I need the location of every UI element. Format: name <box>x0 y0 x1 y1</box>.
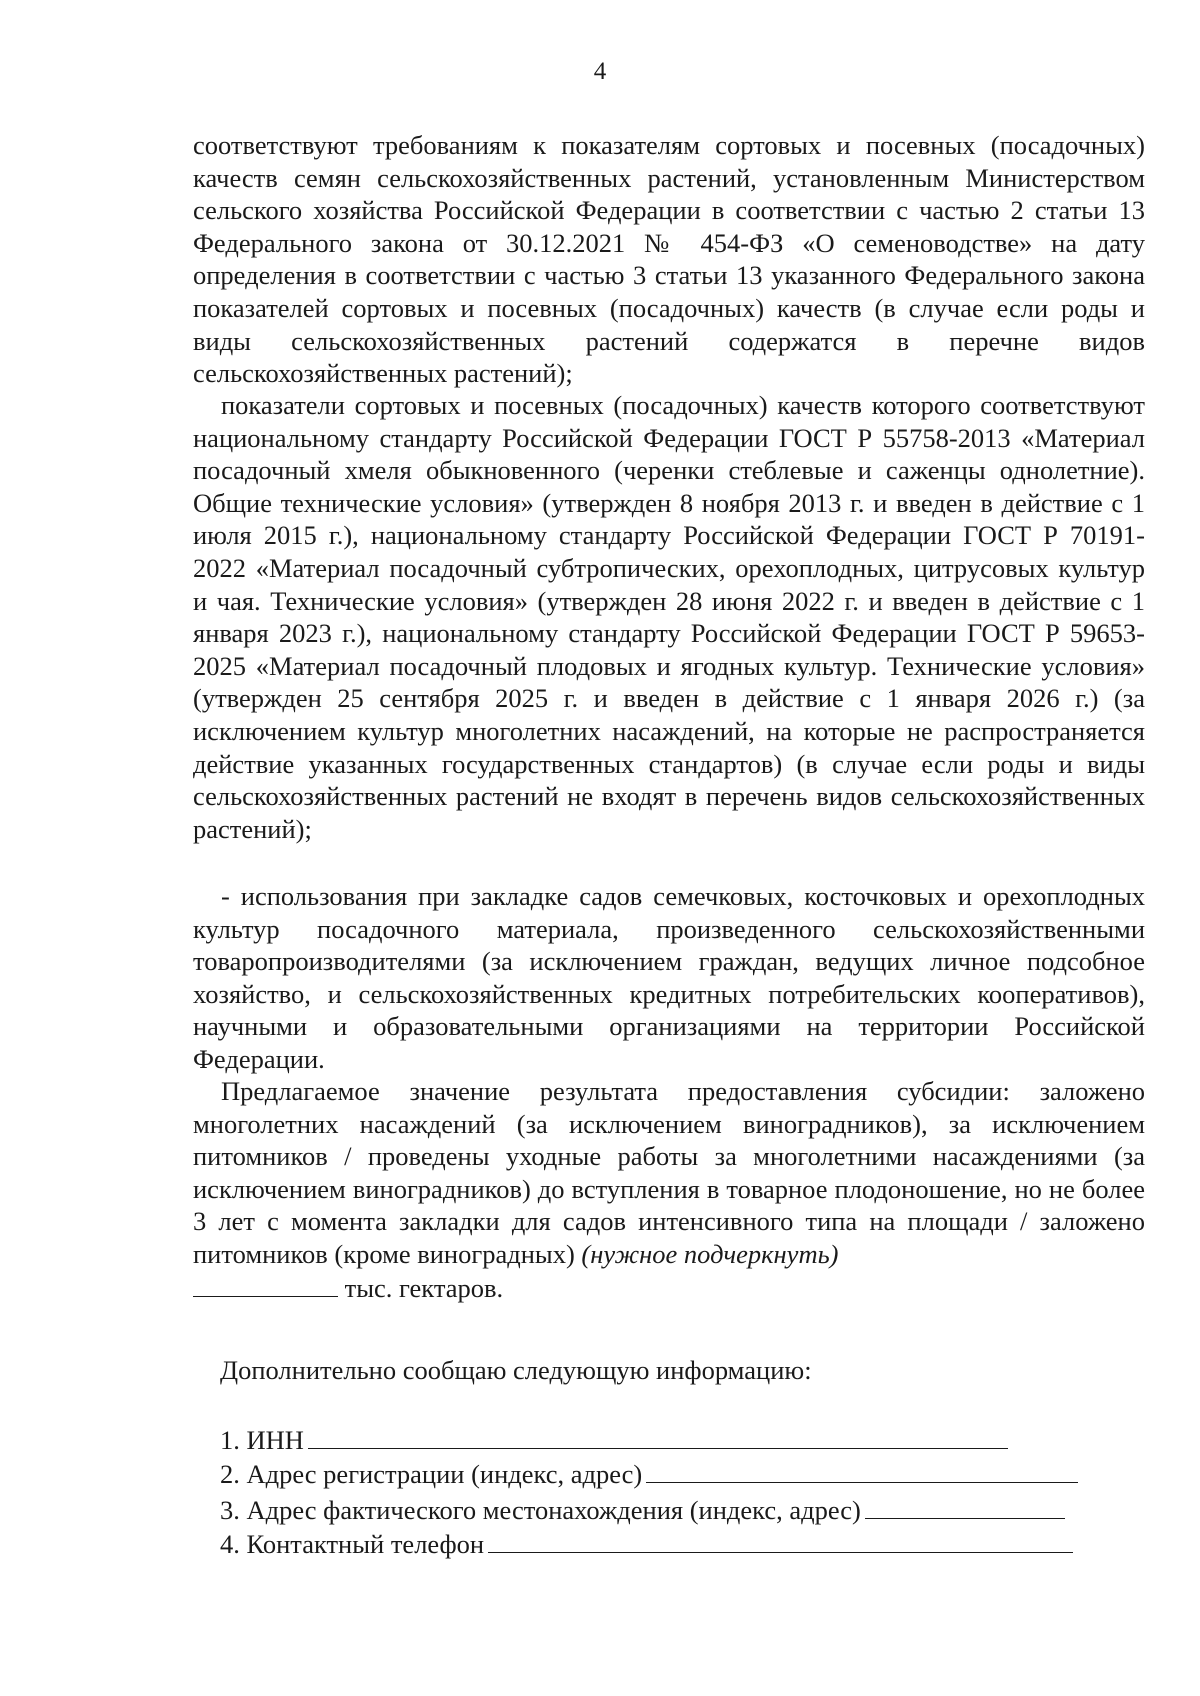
phone-field[interactable] <box>488 1528 1073 1553</box>
inn-field[interactable] <box>308 1424 1008 1449</box>
paragraph-subsidy-result <box>193 1075 1145 1271</box>
area-unit-label: тыс. гектаров. <box>344 1273 504 1303</box>
paragraph-gost-standards: показатели сортовых и посевных (посадочных) качеств которого соответствуют национальному стандарту Российской Федерации ГОСТ Р 55758-2013 «Материал посадочный хмеля обыкновенного (черенки стеблевые и саженцы однолетние). Общие технические условия» (утвержден 8 ноября 2013 г. и введен в действие с 1 июля 2015 г.), национальному стандарту Российской Федерации ГОСТ Р 70191-2022 «Материал посадочный субтропических, орехоплодных, цитрусовых культур и чая. Технические условия» (утвержден 28 июня 2022 г. и введен в действие с 1 января 2023 г.), национальному стандарту Российской Федерации ГОСТ Р 59653-2025 «Материал посадочный плодовых и ягодных культур. Технические условия» (утвержден 25 сентября 2025 г. и введен в действие с 1 января 2026 г.) (за исключением культур многолетних насаждений, на которые не распространяется действие указанных государственных стандартов) (в случае если роды и виды сельскохозяйственных растений не входят в перечень видов сельскохозяйственных растений); <box>193 390 1145 844</box>
info-item-actual-address <box>220 1494 1065 1526</box>
page-number: 4 <box>593 58 607 85</box>
actual-address-label: 3. Адрес фактического местонахождения (индекс, адрес) <box>220 1495 861 1525</box>
registration-address-field[interactable] <box>646 1458 1078 1483</box>
subsidy-result-text: Предлагаемое значение результата предоставления субсидии: заложено многолетних насаждений (за исключением виноградников), за исключением питомников / проведены уходные работы за многолетними насаждениями (за исключением виноградников) до вступления в товарное плодоношение, но не более 3 лет с момента закладки для садов интенсивного типа на площади / заложено питомников (кроме виноградных) <box>193 1076 1145 1269</box>
info-item-registration-address <box>220 1458 1078 1490</box>
area-value-field[interactable] <box>193 1295 338 1297</box>
area-value-line <box>193 1272 503 1304</box>
underline-note: (нужное подчеркнуть) <box>581 1238 839 1269</box>
paragraph-seed-requirements: соответствуют требованиям к показателям сортовых и посевных (посадочных) качеств семян сельскохозяйственных растений, установленным Министерством сельского хозяйства Российской Федерации в соответствии с частью 2 статьи 13 Федерального закона от 30.12.2021 № 454-ФЗ «О семеноводстве» на дату определения в соответствии с частью 3 статьи 13 указанного Федерального закона показателей сортовых и посевных (посадочных) качеств (в случае если роды и виды сельскохозяйственных растений содержатся в перечне видов сельскохозяйственных растений); <box>193 130 1145 389</box>
inn-label: 1. ИНН <box>220 1425 304 1455</box>
paragraph-planting-material: - использования при закладке садов семечковых, косточковых и орехоплодных культур посадочного материала, произведенного сельскохозяйственными товаропроизводителями (за исключением граждан, ведущих личное подсобное хозяйство, и сельскохозяйственных кредитных потребительских кооперативов), научными и образовательными организациями на территории Российской Федерации. <box>193 881 1145 1074</box>
actual-address-field[interactable] <box>865 1494 1065 1519</box>
phone-label: 4. Контактный телефон <box>220 1529 485 1559</box>
additional-info-heading: Дополнительно сообщаю следующую информацию: <box>220 1355 812 1385</box>
info-item-inn <box>220 1424 1008 1456</box>
info-item-phone <box>220 1528 1073 1560</box>
registration-address-label: 2. Адрес регистрации (индекс, адрес) <box>220 1459 643 1489</box>
